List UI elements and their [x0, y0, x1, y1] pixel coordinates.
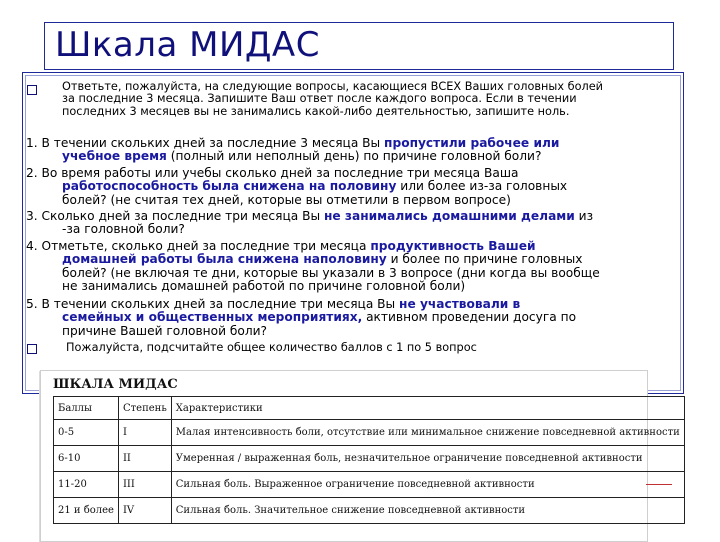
question-highlight: работоспособность была снижена на половину	[62, 179, 397, 194]
question-highlight: не занимались домашними делами	[323, 209, 575, 223]
table-row	[54, 472, 685, 498]
table-cell: IV	[118, 498, 171, 524]
question-line	[26, 210, 676, 223]
bullet-square-icon	[27, 85, 37, 95]
table-header-cell: Степень	[118, 397, 171, 420]
question-line: болей? (не включая те дни, которые вы указали в 3 вопросе (дни когда вы вообще	[62, 265, 600, 280]
question-highlight: пропустили рабочее или	[384, 136, 560, 150]
question-1	[26, 137, 676, 164]
question-text: 5. В течении скольких дней за последние три месяца Вы	[26, 297, 400, 311]
question-3	[26, 210, 676, 237]
question-line	[26, 311, 676, 324]
intro-text	[62, 81, 603, 118]
table-cell: 0-5	[54, 420, 119, 446]
question-line	[26, 253, 676, 266]
intro-line: Ответьте, пожалуйста, на следующие вопросы, касающиеся ВСЕХ Ваших головных болей	[62, 80, 603, 93]
table-cell: 11-20	[54, 472, 119, 498]
table-cell: 6-10	[54, 446, 119, 472]
midas-table-title: ШКАЛА МИДАС	[53, 377, 178, 392]
question-highlight: домашней работы была снижена наполовину	[62, 252, 387, 267]
table-cell: 21 и более	[54, 498, 119, 524]
question-highlight: учебное время	[62, 149, 167, 164]
question-line	[26, 180, 676, 193]
question-5	[26, 298, 676, 338]
question-line	[26, 298, 676, 311]
question-line: не занимались домашней работой по причине головной боли)	[62, 278, 466, 293]
question-highlight: семейных и общественных мероприятиях,	[62, 310, 363, 325]
table-row	[54, 420, 685, 446]
red-divider-line	[646, 484, 672, 485]
table-row	[54, 446, 685, 472]
question-line: 2. Во время работы или учебы сколько дней за последние три месяца Ваша	[26, 166, 519, 180]
question-text: 4. Отметьте, сколько дней за последние три месяца	[26, 239, 371, 253]
question-text: 3. Сколько дней за последние три месяца Вы	[26, 209, 324, 223]
table-cell: Сильная боль. Значительное снижение повседневной активности	[171, 498, 684, 524]
table-header-cell: Баллы	[54, 397, 119, 420]
question-text: активном проведении досуга по	[362, 310, 577, 325]
question-line	[26, 240, 676, 253]
table-cell: Малая интенсивность боли, отсутствие или минимальное снижение повседневной активности	[171, 420, 684, 446]
question-text: или более из-за головных	[396, 179, 568, 194]
question-line: болей? (не считая тех дней, которые вы отметили в первом вопросе)	[62, 192, 511, 207]
midas-table-image	[40, 370, 680, 542]
table-row	[54, 498, 685, 524]
question-text: из	[574, 209, 594, 223]
question-highlight: не участвовали в	[399, 297, 521, 311]
footer-note: Пожалуйста, подсчитайте общее количество баллов с 1 по 5 вопрос	[66, 341, 477, 354]
table-cell: II	[118, 446, 171, 472]
midas-table	[53, 396, 685, 524]
table-cell: I	[118, 420, 171, 446]
table-cell: Сильная боль. Выраженное ограничение повседневной активности	[171, 472, 684, 498]
question-line: причине Вашей головной боли?	[62, 323, 268, 338]
table-cell: III	[118, 472, 171, 498]
question-line	[26, 137, 676, 150]
question-4	[26, 240, 676, 293]
page-title: Шкала МИДАС	[55, 25, 320, 65]
intro-line: последних 3 месяцев вы не занимались какой-либо деятельностью, запишите ноль.	[62, 104, 570, 118]
title-box	[44, 22, 674, 70]
table-header-cell: Характеристики	[171, 397, 684, 420]
question-2	[26, 167, 676, 207]
question-text: 1. В течении скольких дней за последние 3 месяца Вы	[26, 136, 385, 150]
question-text: и более по причине головных	[386, 252, 583, 267]
table-cell: Умеренная / выраженная боль, незначительное ограничение повседневной активности	[171, 446, 684, 472]
question-highlight: продуктивность Вашей	[370, 239, 536, 253]
question-text: (полный или неполный день) по причине головной боли?	[166, 149, 542, 164]
table-header-row	[54, 397, 685, 420]
question-line	[26, 150, 676, 163]
bullet-square-icon	[27, 344, 37, 354]
question-line: -за головной боли?	[62, 222, 185, 237]
intro-line: за последние 3 месяца. Запишите Ваш ответ после каждого вопроса. Если в течении	[62, 92, 577, 106]
